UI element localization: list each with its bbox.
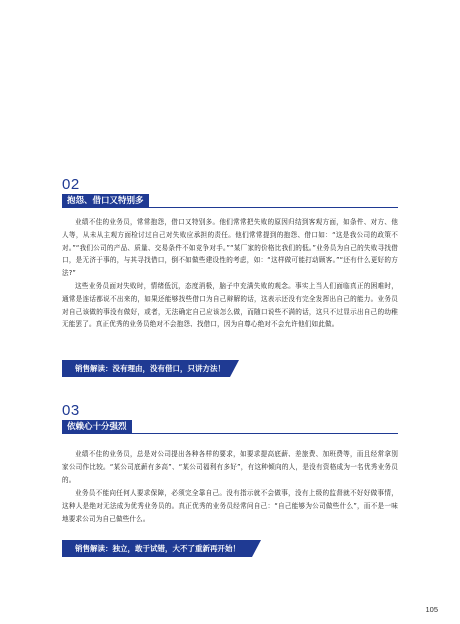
sales-insight-banner: 销售解读：没有理由，没有借口，只讲方法！ [62, 360, 230, 377]
heading-underline [62, 207, 398, 208]
section-number: 02 [62, 176, 80, 193]
section-heading: 抱怨、借口又特别多 [62, 194, 149, 208]
page-number: 105 [425, 605, 438, 614]
sales-insight-banner: 销售解读：独立，敢于试错，大不了重新再开始！ [62, 540, 252, 557]
body-paragraph: 业务员不能向任何人要求保障，必须完全靠自己。没有指示就不会做事，没有上级的监督就不好好做事情，这种人是绝对无法成为优秀业务员的。真正优秀的业务员经常问自己：“自己能够为公司做些什么”，而不是一味地要求公司为自己做些什么。 [62, 489, 398, 523]
heading-underline [62, 433, 398, 434]
body-paragraph: 业绩不佳的业务员，总是对公司提出各种各样的要求，如要求提高底薪、差旅费、加班费等，而且经常拿别家公司作比较。“某公司底薪有多高”、“某公司福利有多好”，有这种倾向的人，是没有资格成为一名优秀业务员的。 [62, 450, 398, 484]
body-paragraph: 这些业务员面对失败时，情绪低沉，态度消极，脑子中充满失败的观念。事实上当人们面临真正的困难时，通常是连话都说不出来的，如果还能够找些借口为自己辩解的话，这表示还没有完全发挥出自己的能力。业务员对自己该做的事没有做好，或者，无法确定自己应该怎么做，而随口说些不满的话，这只不过显示出自己的幼稚无能罢了。真正优秀的业务员绝对不会抱怨、找借口，因为自尊心绝对不会允许他们如此做。 [62, 282, 398, 329]
section-heading: 依赖心十分强烈 [62, 420, 132, 434]
section-number: 03 [62, 402, 80, 419]
body-paragraph: 业绩不佳的业务员，常常抱怨，借口又特别多。他们常常把失败的原因归结到客观方面，如条件、对方、他人等，从未从主观方面检讨过自己对失败应承担的责任。他们常常提到的抱怨、借口如：“这是我公司的政策不对。”“我们公司的产品、质量、交易条件不如竞争对手。”“某厂家的价格比我们的低。”业务员为自己的失败寻找借口，是无济于事的，与其寻找借口，倒不如做些建设性的考虑，如：“这样做可能打动顾客。”“还有什么更好的方法?” [62, 218, 398, 278]
